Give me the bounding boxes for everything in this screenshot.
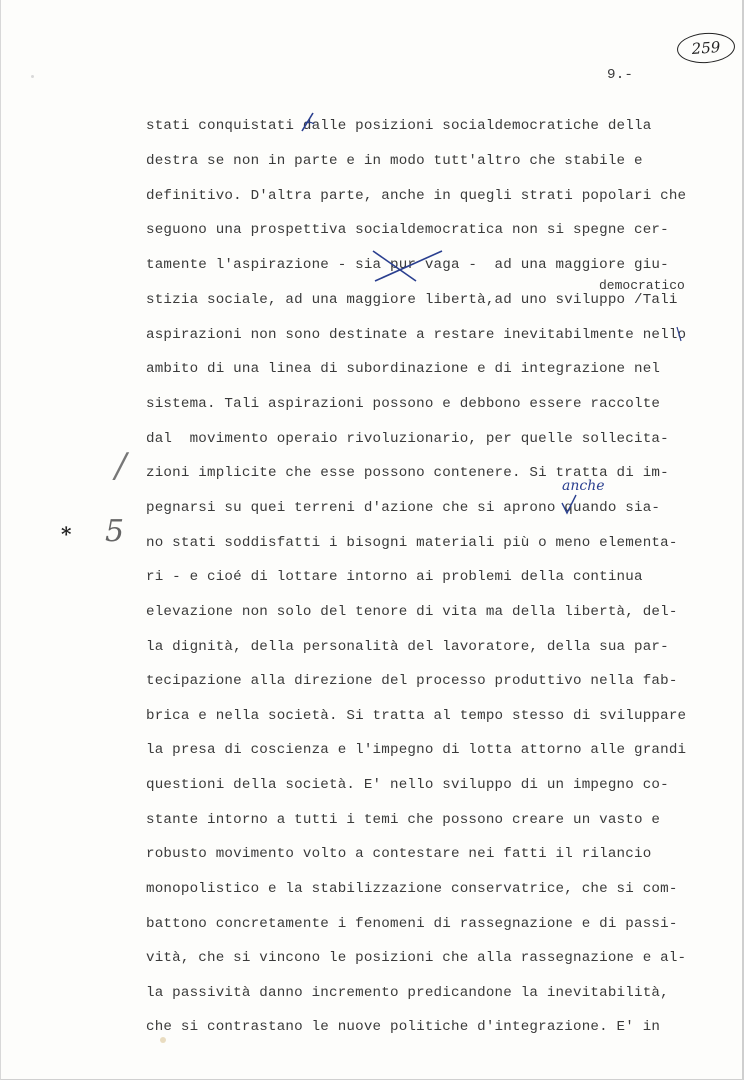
text-line: tecipazione alla direzione del processo produttivo nella fab- (146, 673, 678, 689)
text-line: seguono una prospettiva socialdemocratica non si spegne cer- (146, 222, 669, 238)
text-line: sistema. Tali aspirazioni possono e debbono essere raccolte (146, 396, 661, 412)
text-line: ambito di una linea di subordinazione e di integrazione nel (146, 361, 661, 377)
typed-insertion-democratico: democratico (599, 278, 685, 293)
handwritten-insertion-anche: anche (562, 478, 605, 494)
text-line: no stati soddisfatti i bisogni materiali più o meno elementa- (146, 535, 678, 551)
text-line: stizia sociale, ad una maggiore libertà,ad uno sviluppo /Tali (146, 292, 678, 308)
text-line: la dignità, della personalità del lavoratore, della sua par- (146, 639, 669, 655)
text-line: destra se non in parte e in modo tutt'altro che stabile e (146, 153, 643, 169)
margin-number: 5 (105, 514, 125, 549)
text-line: definitivo. D'altra parte, anche in quegli strati popolari che (146, 188, 687, 204)
text-line: aspirazioni non sono destinate a restare inevitabilmente nello (146, 327, 687, 343)
text-line: dal movimento operaio rivoluzionario, per quelle sollecita- (146, 431, 669, 447)
page-number: 9.- (607, 67, 634, 83)
text-line: che si contrastano le nuove politiche d'integrazione. E' in (146, 1019, 661, 1035)
margin-asterisk: * (61, 522, 72, 546)
archive-stamp (676, 31, 736, 65)
paper-speck (31, 75, 34, 78)
text-line: stati conquistati dalle posizioni socialdemocratiche della (146, 118, 652, 134)
text-line: ri - e cioé di lottare intorno ai problemi della continua (146, 569, 643, 585)
text-line: robusto movimento volto a contestare nei fatti il rilancio (146, 846, 652, 862)
text-line: tamente l'aspirazione - sia pur vaga - ad una maggiore giu- (146, 257, 669, 273)
text-line: brica e nella società. Si tratta al tempo stesso di sviluppare (146, 708, 687, 724)
text-line: elevazione non solo del tenore di vita ma della libertà, del- (146, 604, 678, 620)
text-line: la presa di coscienza e l'impegno di lotta attorno alle grandi (146, 742, 687, 758)
text-line: pegnarsi su quei terreni d'azione che si aprono quando sia- (146, 500, 661, 516)
text-line: vità, che si vincono le posizioni che alla rassegnazione e al- (146, 950, 687, 966)
text-line: la passività danno incremento predicandone la inevitabilità, (146, 985, 669, 1001)
text-line: stante intorno a tutti i temi che possono creare un vasto e (146, 812, 661, 828)
text-line: questioni della società. E' nello sviluppo di un impegno co- (146, 777, 669, 793)
text-line: battono concretamente i fenomeni di rassegnazione e di passi- (146, 916, 678, 932)
text-line: monopolistico e la stabilizzazione conservatrice, che si com- (146, 881, 678, 897)
margin-stroke: / (115, 446, 127, 486)
paper-stain (160, 1037, 166, 1043)
text-line: zioni implicite che esse possono contenere. Si tratta di im- (146, 465, 669, 481)
stamp-number: 259 (691, 38, 721, 58)
